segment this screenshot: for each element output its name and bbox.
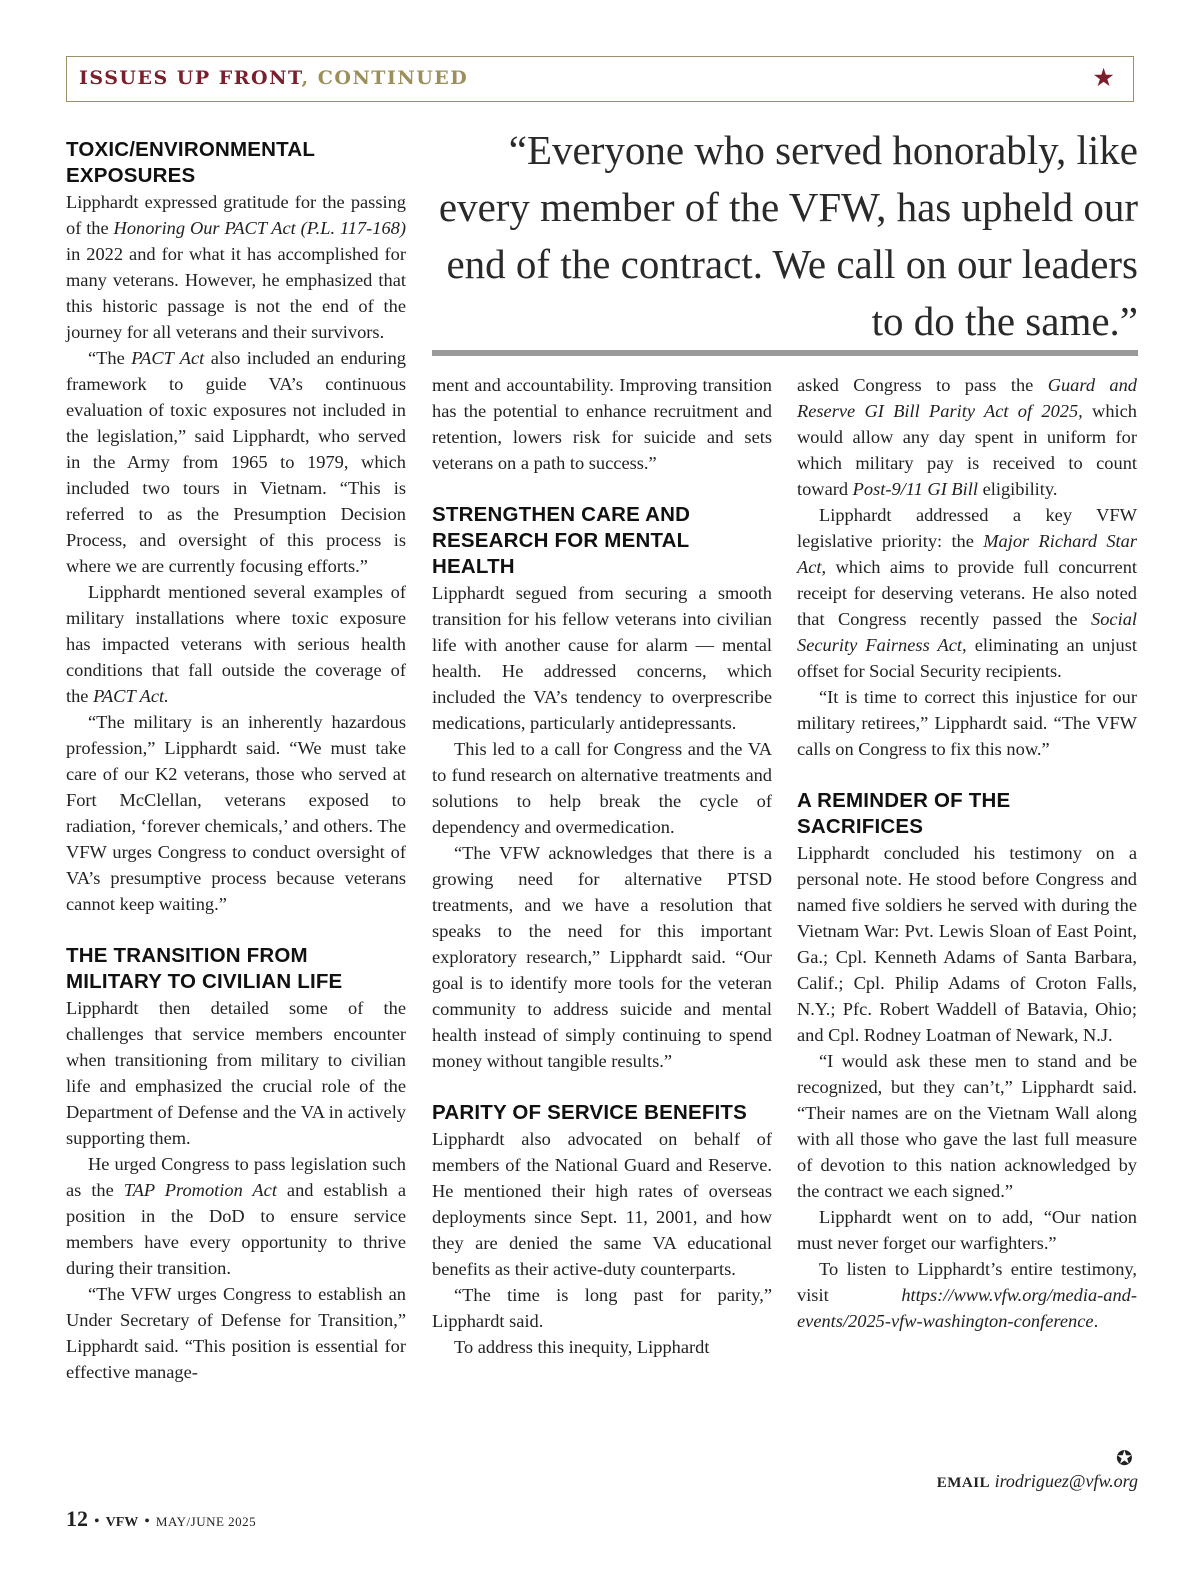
heading-transition: THE TRANSITION FROM MILITARY TO CIVILIAN LIFE <box>66 944 343 993</box>
paragraph: Lipphardt then detailed some of the challenges that service members encounter when transitioning from military to civilian life and emphasized the crucial role of the Department of Defense and the VA in actively supporting them. <box>66 998 406 1148</box>
paragraph: Lipphardt addressed a key VFW legislative priority: the Major Richard Star Act, which aims to provide full concurrent receipt for deserving veterans. He also noted that Congress recently passed the Social Security Fairness Act, eliminating an unjust offset for Social Security recipients. <box>797 505 1137 681</box>
testimony-link[interactable]: https://www.vfw.org/media-and-events/2025-vfw-washington-conference <box>797 1285 1137 1331</box>
paragraph: To listen to Lipphardt’s entire testimony, visit https://www.vfw.org/media-and-events/2025-vfw-washington-conference. <box>797 1259 1137 1331</box>
email-label: EMAIL <box>936 1475 991 1491</box>
issue-date: MAY/JUNE 2025 <box>155 1514 257 1529</box>
section-title-continued: CONTINUED <box>317 67 469 89</box>
pull-quote: “Everyone who served honorably, like every member of the VFW, has upheld our end of the contract. We call on our leaders to do the same.” <box>438 127 1138 344</box>
paragraph: asked Congress to pass the Guard and Reserve GI Bill Parity Act of 2025, which would allow any day spent in uniform for which military pay is received to count toward Post-9/11 GI Bill eligibility. <box>797 375 1138 499</box>
end-mark-icon: ✪ <box>1116 1446 1133 1470</box>
paragraph: “The time is long past for parity,” Lipphardt said. <box>432 1285 772 1331</box>
paragraph: Lipphardt went on to add, “Our nation must never forget our warfighters.” <box>797 1207 1137 1253</box>
author-email <box>937 1471 1138 1492</box>
footer-bullet: • <box>94 1513 100 1530</box>
section-header <box>66 56 1134 102</box>
paragraph: “The VFW acknowledges that there is a growing need for alternative PTSD treatments, and we have a resolution that speaks to the need for this important exploratory research,” Lipphardt said. “Our goal is to identify more tools for the veteran community to address suicide and mental health instead of simply continuing to spend money without tangible results.” <box>432 843 772 1071</box>
footer-bullet: • <box>144 1513 150 1530</box>
paragraph: ment and accountability. Improving transition has the potential to enhance recruitment and retention, lowers risk for suicide and sets veterans on a path to success.” <box>432 375 772 473</box>
magazine-name: VFW <box>105 1515 139 1530</box>
paragraph: “I would ask these men to stand and be recognized, but they can’t,” Lipphardt said. “Their names are on the Vietnam Wall along with all those who gave the last full measure of devotion to this nation acknowledged by the contract we each signed.” <box>797 1051 1137 1201</box>
paragraph: Lipphardt segued from securing a smooth transition for his fellow veterans into civilian life with another cause for alarm — mental health. He addressed concerns, which included the VA’s tendency to overprescribe medications, particularly antidepressants. <box>432 583 772 733</box>
paragraph: “It is time to correct this injustice for our military retirees,” Lipphardt said. “The VFW calls on Congress to fix this now.” <box>797 687 1137 759</box>
section-title <box>79 67 468 89</box>
heading-mental-health: STRENGTHEN CARE AND RESEARCH FOR MENTAL HEALTH <box>432 503 691 578</box>
email-address[interactable]: irodriguez@vfw.org <box>994 1471 1138 1491</box>
section-title-sep: , <box>301 67 318 89</box>
section-title-main: ISSUES UP FRONT <box>79 67 302 89</box>
page-footer <box>66 1506 256 1532</box>
paragraph: “The PACT Act also included an enduring framework to guide VA’s continuous evaluation of toxic exposures not included in the legislation,” said Lipphardt, who served in the Army from 1965 to 1979, which included two tours in Vietnam. “This is referred to as the Presumption Decision Process, and oversight of this process is where we are currently focusing efforts.” <box>66 348 406 576</box>
heading-toxic-exposures: TOXIC/ENVIRONMENTAL EXPOSURES <box>66 138 315 187</box>
paragraph: Lipphardt mentioned several examples of military installations where toxic exposure has impacted veterans with serious health conditions that fall outside the coverage of the PACT Act. <box>66 582 406 706</box>
paragraph: He urged Congress to pass legislation such as the TAP Promotion Act and establish a position in the DoD to ensure service members have every opportunity to thrive during their transition. <box>66 1154 406 1278</box>
column-1 <box>66 137 406 1385</box>
column-2 <box>432 372 772 1360</box>
heading-reminder: A REMINDER OF THE SACRIFICES <box>797 789 1011 838</box>
paragraph: Lipphardt concluded his testimony on a personal note. He stood before Congress and named five soldiers he served with during the Vietnam War: Pvt. Lewis Sloan of East Point, Ga.; Cpl. Kenneth Adams of Santa Barbara, Calif.; Cpl. Philip Adams of Croton Falls, N.Y.; Pfc. Robert Waddell of Batavia, Ohio; and Cpl. Rodney Loatman of Newark, N.J. <box>797 843 1137 1045</box>
paragraph: To address this inequity, Lipphardt <box>454 1337 710 1357</box>
star-icon: ★ <box>1093 65 1115 91</box>
heading-parity: PARITY OF SERVICE BENEFITS <box>432 1101 748 1124</box>
paragraph: “The military is an inherently hazardous profession,” Lipphardt said. “We must take care of our K2 veterans, those who served at Fort McClellan, veterans exposed to radiation, ‘forever chemicals,’ and others. The VFW urges Congress to conduct oversight of VA’s presumptive process because veterans cannot keep waiting.” <box>66 712 406 914</box>
paragraph: Lipphardt also advocated on behalf of members of the National Guard and Reserve. He mentioned their high rates of overseas deployments since Sept. 11, 2001, and how they are denied the same VA educational benefits as their active-duty counterparts. <box>432 1129 772 1279</box>
column-3 <box>797 372 1137 1334</box>
page-number: 12 <box>66 1506 88 1531</box>
paragraph: Lipphardt expressed gratitude for the passing of the Honoring Our PACT Act (P.L. 117-168) in 2022 and for what it has accomplished for many veterans. However, he emphasized that this historic passage is not the end of the journey for all veterans and their survivors. <box>66 192 406 342</box>
pull-quote-rule <box>432 350 1138 356</box>
paragraph: “The VFW urges Congress to establish an Under Secretary of Defense for Transition,” Lipphardt said. “This position is essential for effective manage- <box>66 1284 406 1382</box>
paragraph: This led to a call for Congress and the VA to fund research on alternative treatments and solutions to help break the cycle of dependency and overmedication. <box>432 739 772 837</box>
